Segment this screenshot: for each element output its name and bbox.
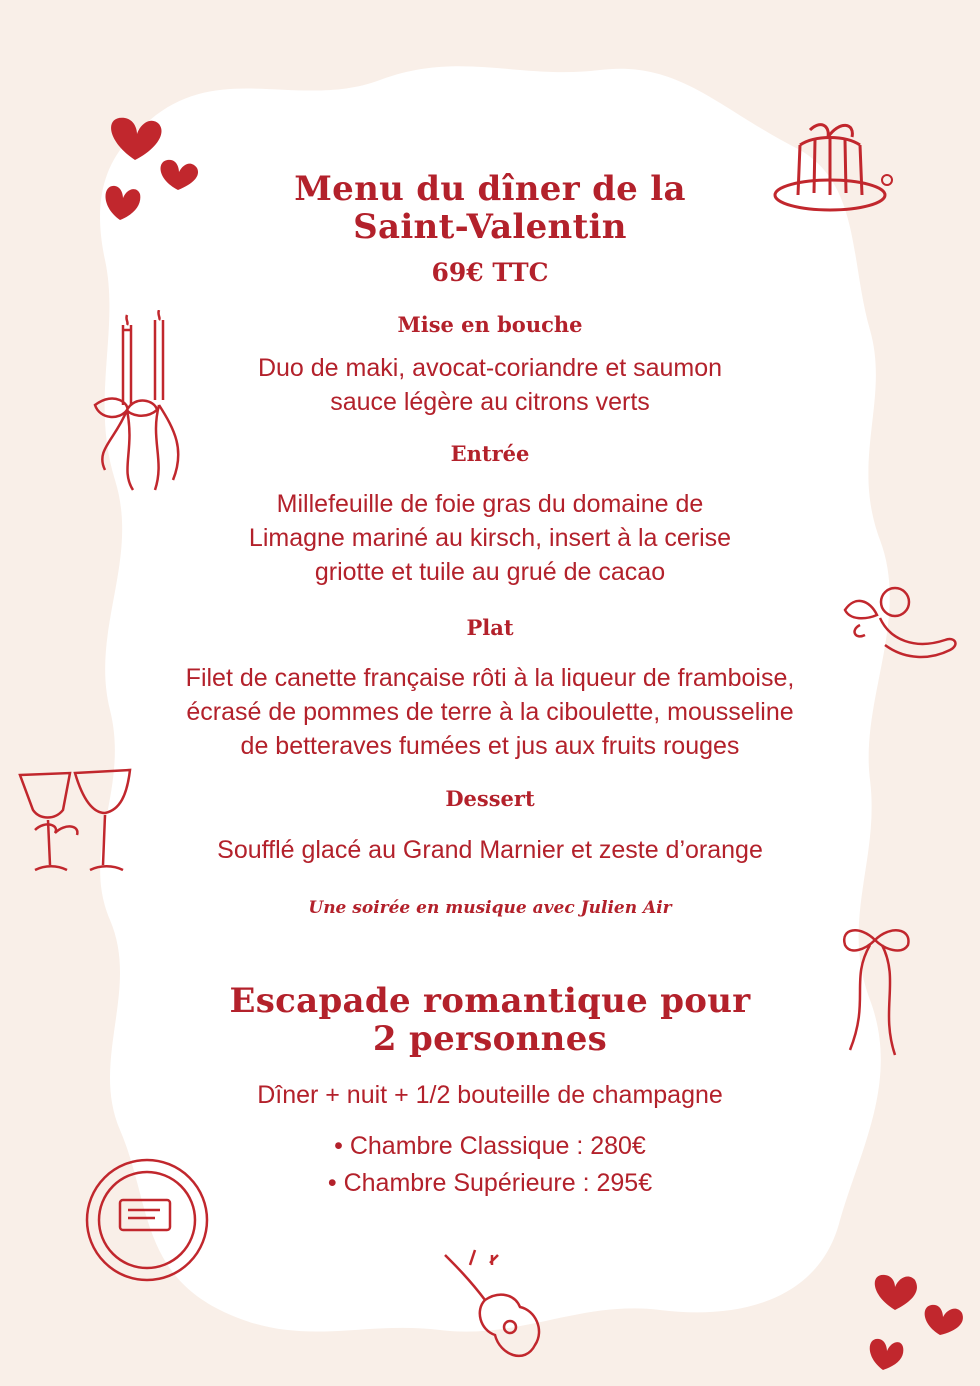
escapade-title-line1: Escapade romantique pour	[229, 981, 751, 1021]
menu-line: Soufflé glacé au Grand Marnier et zeste d’orange	[217, 836, 763, 864]
menu-line: Millefeuille de foie gras du domaine de	[276, 490, 704, 518]
menu-line: Duo de maki, avocat-coriandre et saumon	[257, 354, 723, 382]
champagne-glasses-icon	[15, 765, 140, 885]
menu-line: sauce légère au citrons verts	[330, 388, 650, 416]
section-heading-dessert: Dessert	[445, 786, 535, 811]
section-body-entree	[0, 487, 980, 589]
music-note: Une soirée en musique avec Julien Air	[308, 898, 672, 918]
hearts-bottom-icon	[865, 1265, 975, 1380]
menu-price: 69€ TTC	[431, 258, 549, 287]
menu-title	[0, 170, 980, 246]
section-body-dessert	[0, 833, 980, 867]
escapade-option: • Chambre Classique : 280€	[334, 1132, 646, 1160]
section-body-plat	[0, 661, 980, 763]
escapade-title	[0, 982, 980, 1058]
section-body-mise-en-bouche	[0, 351, 980, 419]
menu-title-line1: Menu du dîner de la	[294, 169, 686, 209]
escapade-title-line2: 2 personnes	[372, 1019, 608, 1059]
menu-line: Filet de canette française rôti à la liqueur de framboise,	[185, 664, 795, 692]
guitar-icon	[430, 1245, 560, 1375]
section-heading-mise-en-bouche: Mise en bouche	[397, 312, 583, 337]
escapade-options	[0, 1128, 980, 1202]
section-heading-entree: Entrée	[450, 441, 530, 466]
menu-line: écrasé de pommes de terre à la ciboulette, mousseline	[186, 698, 794, 726]
section-heading-plat: Plat	[466, 615, 514, 640]
escapade-subtitle: Dîner + nuit + 1/2 bouteille de champagne	[257, 1081, 723, 1109]
menu-title-line2: Saint-Valentin	[353, 207, 627, 247]
menu-line: Limagne mariné au kirsch, insert à la cerise	[248, 524, 732, 552]
menu-line: de betteraves fumées et jus aux fruits rouges	[240, 732, 740, 760]
escapade-option: • Chambre Supérieure : 295€	[327, 1169, 653, 1197]
menu-line: griotte et tuile au grué de cacao	[314, 558, 666, 586]
